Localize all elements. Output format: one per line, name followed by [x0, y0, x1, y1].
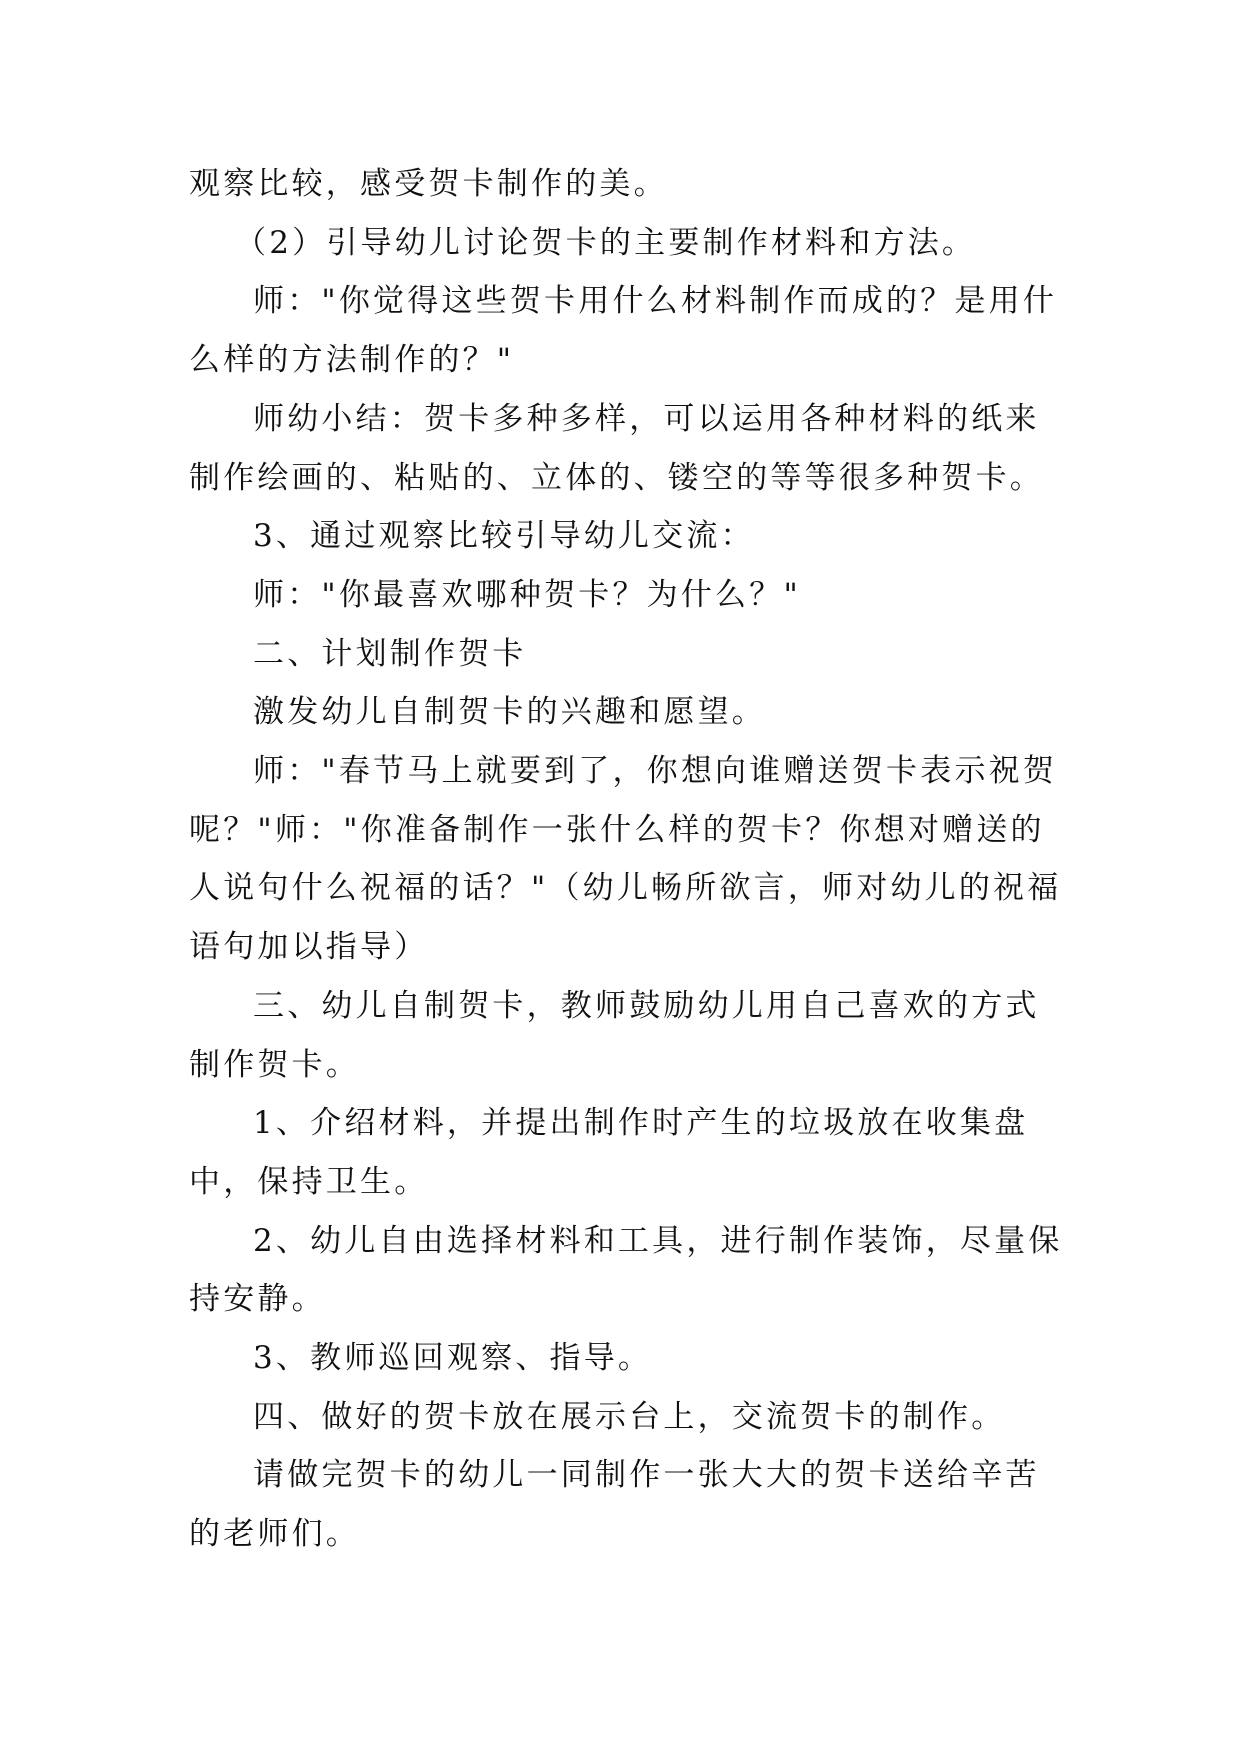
paragraph: 激发幼儿自制贺卡的兴趣和愿望。 — [253, 694, 766, 731]
paragraph: 1、介绍材料，并提出制作时产生的垃圾放在收集盘中，保持卫生。 — [189, 1105, 1029, 1200]
paragraph: 师："春节马上就要到了，你想向谁赠送贺卡表示祝贺呢？"师："你准备制作一张什么样的贺卡？你想对赠送的人说句什么祝福的话？"（幼儿畅所欲言，师对幼儿的祝福语句加以指导） — [189, 753, 1062, 966]
section-heading: 四、做好的贺卡放在展示台上，交流贺卡的制作。 — [253, 1398, 1006, 1435]
paragraph: 请做完贺卡的幼儿一同制作一张大大的贺卡送给辛苦的老师们。 — [189, 1457, 1040, 1553]
paragraph: 观察比较，感受贺卡制作的美。 — [189, 166, 668, 202]
paragraph: 师幼小结：贺卡多种多样，可以运用各种材料的纸来制作绘画的、粘贴的、立体的、镂空的等等很多种贺卡。 — [189, 400, 1044, 496]
paragraph: 2、幼儿自由选择材料和工具，进行制作装饰，尽量保持安静。 — [189, 1222, 1063, 1318]
section-heading: 三、幼儿自制贺卡，教师鼓励幼儿用自己喜欢的方式制作贺卡。 — [189, 987, 1040, 1083]
document-body — [189, 155, 1069, 1564]
section-heading: 二、计划制作贺卡 — [253, 635, 527, 672]
paragraph: （2）引导幼儿讨论贺卡的主要制作材料和方法。 — [235, 224, 977, 261]
paragraph: 师："你觉得这些贺卡用什么材料制作而成的？是用什么样的方法制作的？" — [189, 283, 1058, 379]
paragraph: 3、教师巡回观察、指导。 — [253, 1340, 653, 1377]
paragraph: 师："你最喜欢哪种贺卡？为什么？" — [253, 576, 801, 613]
paragraph: 3、通过观察比较引导幼儿交流： — [253, 518, 755, 555]
